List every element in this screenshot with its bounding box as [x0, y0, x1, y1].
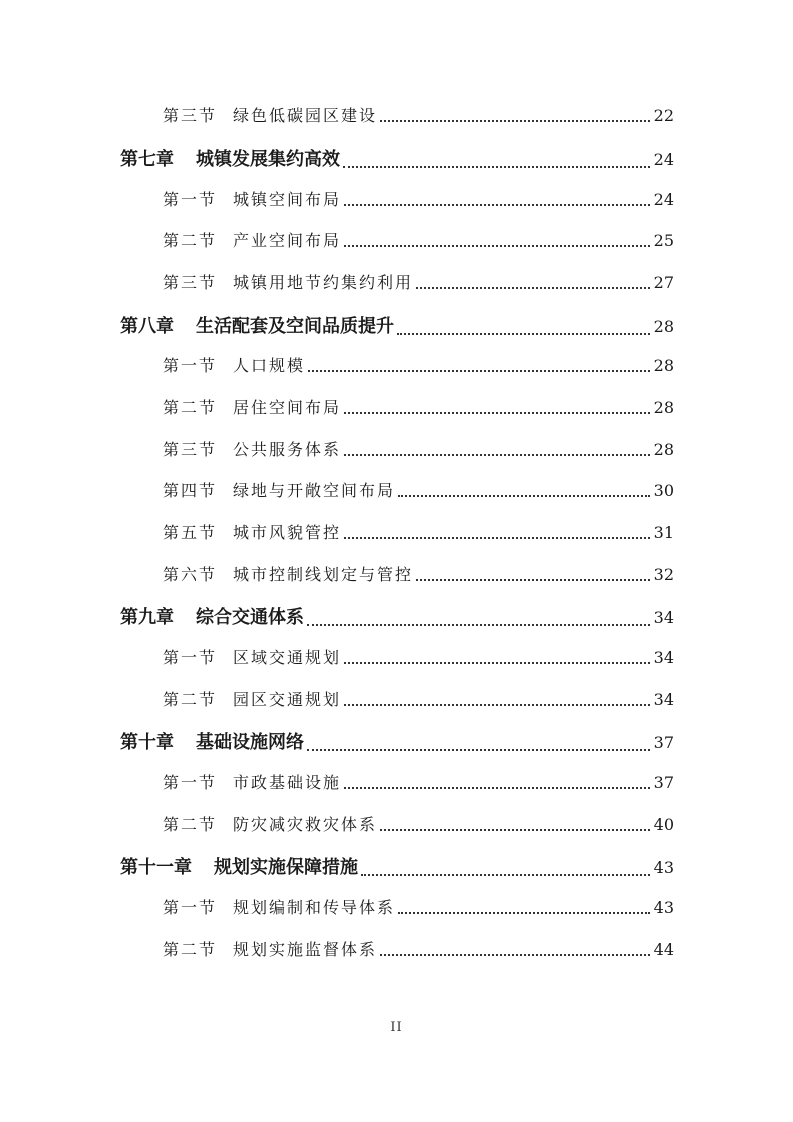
toc-entry-page: 24 — [653, 190, 674, 209]
dot-leader — [343, 166, 650, 168]
toc-entry-title: 人口规模 — [233, 356, 306, 375]
toc-entry-number: 第三节 — [163, 440, 218, 459]
dot-leader — [344, 204, 650, 206]
toc-entry-number: 第二节 — [163, 231, 218, 250]
toc-entry-number: 第一节 — [163, 773, 218, 792]
toc-entry-title: 区域交通规划 — [233, 648, 342, 667]
toc-entry[interactable] — [0, 603, 793, 633]
toc-entry-number: 第一节 — [163, 898, 218, 917]
toc-entry[interactable] — [0, 228, 793, 258]
toc-entry-title: 公共服务体系 — [233, 440, 342, 459]
toc-entry-number: 第一节 — [163, 190, 218, 209]
toc-entry-number: 第六节 — [163, 565, 218, 584]
toc-entry-title: 城镇用地节约集约利用 — [233, 273, 414, 292]
toc-entry-page: 34 — [653, 648, 674, 667]
toc-entry-title: 城镇发展集约高效 — [196, 149, 340, 170]
toc-entry[interactable] — [0, 437, 793, 467]
toc-entry-number: 第三节 — [163, 273, 218, 292]
toc-entry[interactable] — [0, 395, 793, 425]
toc-entry-title: 城镇空间布局 — [233, 190, 342, 209]
toc-entry-number: 第一节 — [163, 356, 218, 375]
toc-entry-title: 市政基础设施 — [233, 773, 342, 792]
toc-entry-page: 34 — [653, 690, 674, 709]
toc-entry-number: 第十一章 — [120, 857, 192, 878]
toc-entry-page: 37 — [653, 773, 674, 792]
toc-entry-number: 第二节 — [163, 940, 218, 959]
page-number: II — [390, 1020, 403, 1035]
toc-entry-title: 基础设施网络 — [196, 732, 304, 753]
toc-entry-page: 40 — [653, 815, 674, 834]
toc-entry-page: 22 — [653, 106, 674, 125]
toc-entry[interactable] — [0, 728, 793, 758]
toc-entry-page: 28 — [653, 440, 674, 459]
toc-entry-page: 27 — [653, 273, 674, 292]
dot-leader — [307, 624, 650, 626]
dot-leader — [344, 537, 650, 539]
toc-entry-page: 32 — [653, 565, 674, 584]
toc-entry[interactable] — [0, 353, 793, 383]
toc-entry-title: 产业空间布局 — [233, 231, 342, 250]
dot-leader — [344, 412, 650, 414]
toc-entry-title: 综合交通体系 — [196, 607, 304, 628]
toc-entry-number: 第二节 — [163, 815, 218, 834]
toc-entry-number: 第五节 — [163, 523, 218, 542]
toc-entry-page: 28 — [653, 317, 674, 336]
toc-entry[interactable] — [0, 937, 793, 967]
dot-leader — [344, 662, 650, 664]
toc-entry-number: 第一节 — [163, 648, 218, 667]
dot-leader — [398, 495, 650, 497]
toc-entry-page: 28 — [653, 356, 674, 375]
toc-entry-number: 第八章 — [120, 316, 174, 337]
toc-entry-page: 43 — [653, 858, 674, 877]
toc-entry-number: 第十章 — [120, 732, 174, 753]
toc-entry-title: 规划实施保障措施 — [214, 857, 358, 878]
toc-entry-title: 生活配套及空间品质提升 — [196, 316, 394, 337]
toc-entry-title: 居住空间布局 — [233, 398, 342, 417]
toc-entry-number: 第二节 — [163, 690, 218, 709]
dot-leader — [344, 787, 650, 789]
toc-entry-title: 绿色低碳园区建设 — [233, 106, 378, 125]
toc-entry-page: 25 — [653, 231, 674, 250]
toc-entry-number: 第四节 — [163, 481, 218, 500]
toc-entry[interactable] — [0, 645, 793, 675]
toc-entry[interactable] — [0, 520, 793, 550]
dot-leader — [380, 829, 650, 831]
dot-leader — [344, 704, 650, 706]
toc-entry[interactable] — [0, 103, 793, 133]
dot-leader — [380, 120, 650, 122]
dot-leader — [397, 333, 650, 335]
toc-entry-number: 第二节 — [163, 398, 218, 417]
toc-entry[interactable] — [0, 562, 793, 592]
toc-entry-page: 44 — [653, 940, 674, 959]
toc-entry[interactable] — [0, 145, 793, 175]
toc-entry-page: 30 — [653, 481, 674, 500]
toc-entry[interactable] — [0, 270, 793, 300]
toc-entry-page: 24 — [653, 150, 674, 169]
toc-entry[interactable] — [0, 770, 793, 800]
dot-leader — [344, 454, 650, 456]
toc-entry[interactable] — [0, 812, 793, 842]
toc-entry-number: 第三节 — [163, 106, 218, 125]
toc-entry[interactable] — [0, 895, 793, 925]
toc-entry[interactable] — [0, 312, 793, 342]
toc-entry-title: 城市控制线划定与管控 — [233, 565, 414, 584]
toc-entry-number: 第九章 — [120, 607, 174, 628]
dot-leader — [416, 579, 650, 581]
toc-entry-page: 43 — [653, 898, 674, 917]
toc-entry-page: 37 — [653, 733, 674, 752]
toc-entry-title: 防灾减灾救灾体系 — [233, 815, 378, 834]
toc-entry-page: 28 — [653, 398, 674, 417]
dot-leader — [361, 874, 650, 876]
toc-entry[interactable] — [0, 687, 793, 717]
toc-entry-title: 园区交通规划 — [233, 690, 342, 709]
toc-entry[interactable] — [0, 478, 793, 508]
dot-leader — [344, 245, 650, 247]
dot-leader — [398, 912, 650, 914]
toc-entry-page: 31 — [653, 523, 674, 542]
toc-entry[interactable] — [0, 853, 793, 883]
toc-entry-title: 绿地与开敞空间布局 — [233, 481, 396, 500]
toc-entry[interactable] — [0, 187, 793, 217]
dot-leader — [307, 749, 650, 751]
toc-entry-title: 城市风貌管控 — [233, 523, 342, 542]
toc-entry-title: 规划编制和传导体系 — [233, 898, 396, 917]
toc-entry-number: 第七章 — [120, 149, 174, 170]
toc-entry-title: 规划实施监督体系 — [233, 940, 378, 959]
dot-leader — [416, 287, 650, 289]
toc-entry-page: 34 — [653, 608, 674, 627]
dot-leader — [380, 954, 650, 956]
dot-leader — [308, 370, 650, 372]
